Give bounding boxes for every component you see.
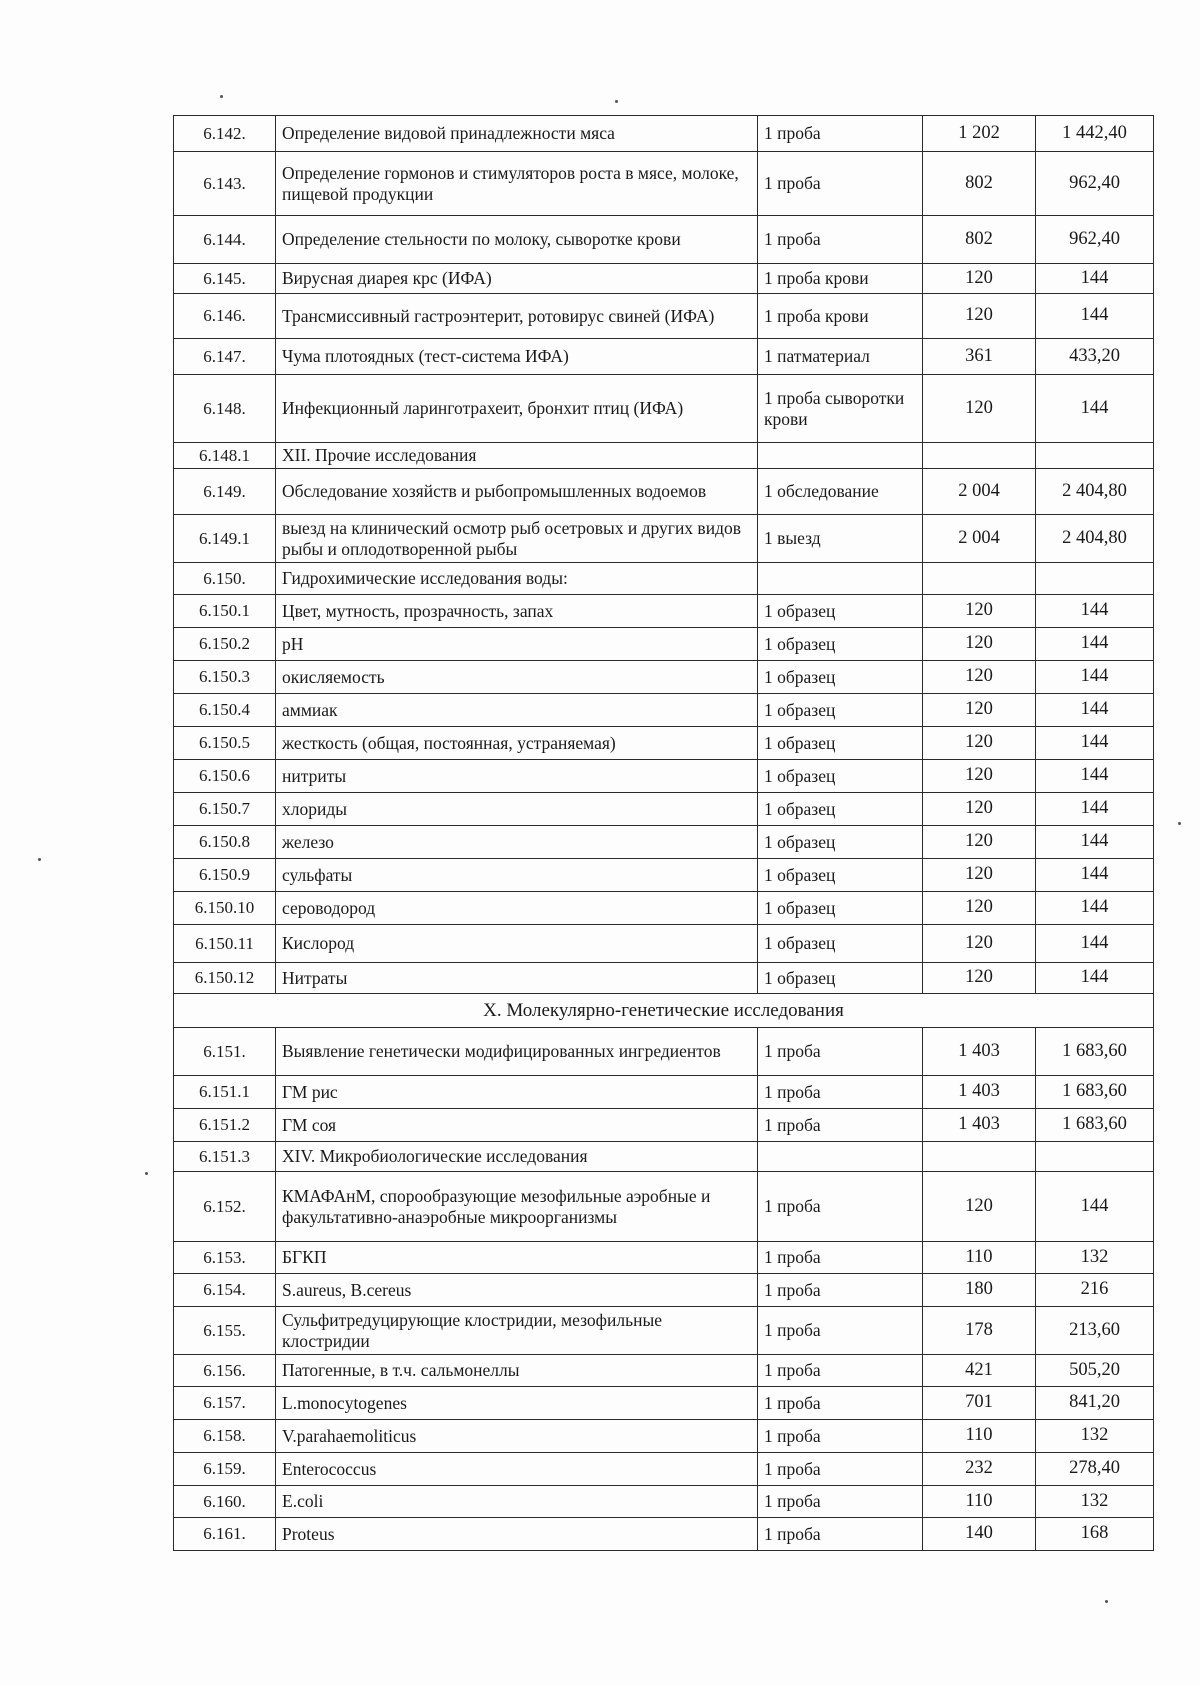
item-unit: 1 проба — [758, 1028, 923, 1076]
item-name: Патогенные, в т.ч. сальмонеллы — [276, 1355, 758, 1387]
item-code: 6.150.5 — [174, 727, 276, 760]
price-with-vat: 144 — [1036, 595, 1154, 628]
price-without-vat: 2 004 — [923, 469, 1036, 515]
table-row — [174, 294, 1154, 339]
item-name: V.parahaemoliticus — [276, 1420, 758, 1453]
item-code: 6.143. — [174, 152, 276, 216]
item-name: Определение гормонов и стимуляторов роста в мясе, молоке, пищевой продукции — [276, 152, 758, 216]
price-with-vat: 132 — [1036, 1486, 1154, 1518]
item-code: 6.142. — [174, 116, 276, 152]
table-row — [174, 443, 1154, 469]
item-name: хлориды — [276, 793, 758, 826]
price-with-vat: 433,20 — [1036, 339, 1154, 375]
price-without-vat — [923, 563, 1036, 595]
item-code: 6.154. — [174, 1274, 276, 1307]
price-with-vat: 144 — [1036, 925, 1154, 963]
item-unit: 1 проба — [758, 1274, 923, 1307]
item-name: Чума плотоядных (тест-система ИФА) — [276, 339, 758, 375]
price-with-vat: 278,40 — [1036, 1453, 1154, 1486]
item-code: 6.158. — [174, 1420, 276, 1453]
price-with-vat: 144 — [1036, 727, 1154, 760]
price-without-vat — [923, 1142, 1036, 1172]
item-unit: 1 проба — [758, 1172, 923, 1242]
table-row — [174, 216, 1154, 264]
price-with-vat: 962,40 — [1036, 216, 1154, 264]
price-with-vat — [1036, 1142, 1154, 1172]
item-unit: 1 проба — [758, 216, 923, 264]
table-row — [174, 892, 1154, 925]
price-without-vat: 110 — [923, 1420, 1036, 1453]
price-with-vat: 1 442,40 — [1036, 116, 1154, 152]
item-code: 6.150.8 — [174, 826, 276, 859]
price-with-vat: 144 — [1036, 892, 1154, 925]
item-name: XIV. Микробиологические исследования — [276, 1142, 758, 1172]
price-with-vat: 144 — [1036, 793, 1154, 826]
price-with-vat: 144 — [1036, 628, 1154, 661]
table-row — [174, 469, 1154, 515]
scan-speck — [1178, 822, 1181, 825]
price-without-vat: 120 — [923, 375, 1036, 443]
item-unit: 1 образец — [758, 661, 923, 694]
item-code: 6.151.1 — [174, 1076, 276, 1109]
item-code: 6.161. — [174, 1518, 276, 1551]
item-name: окисляемость — [276, 661, 758, 694]
price-with-vat: 144 — [1036, 375, 1154, 443]
price-with-vat — [1036, 563, 1154, 595]
price-table — [173, 115, 1154, 1551]
item-unit: 1 образец — [758, 727, 923, 760]
price-with-vat: 144 — [1036, 760, 1154, 793]
item-name: нитриты — [276, 760, 758, 793]
price-without-vat: 1 403 — [923, 1109, 1036, 1142]
item-name: Инфекционный ларинготрахеит, бронхит птиц (ИФА) — [276, 375, 758, 443]
item-unit: 1 проба — [758, 116, 923, 152]
table-row — [174, 793, 1154, 826]
item-unit: 1 проба сыворотки крови — [758, 375, 923, 443]
item-code: 6.150.3 — [174, 661, 276, 694]
price-without-vat: 120 — [923, 760, 1036, 793]
table-row — [174, 1518, 1154, 1551]
item-unit: 1 обследование — [758, 469, 923, 515]
table-row — [174, 1109, 1154, 1142]
table-row — [174, 1355, 1154, 1387]
item-name: Вирусная диарея крс (ИФА) — [276, 264, 758, 294]
item-unit: 1 образец — [758, 859, 923, 892]
item-unit: 1 проба крови — [758, 294, 923, 339]
table-row — [174, 628, 1154, 661]
table-row — [174, 694, 1154, 727]
item-code: 6.146. — [174, 294, 276, 339]
price-without-vat: 120 — [923, 793, 1036, 826]
table-row — [174, 661, 1154, 694]
table-row — [174, 1142, 1154, 1172]
item-name: Определение видовой принадлежности мяса — [276, 116, 758, 152]
price-with-vat: 962,40 — [1036, 152, 1154, 216]
item-code: 6.149. — [174, 469, 276, 515]
item-code: 6.150.11 — [174, 925, 276, 963]
price-without-vat: 120 — [923, 294, 1036, 339]
table-row — [174, 1076, 1154, 1109]
price-without-vat: 110 — [923, 1242, 1036, 1274]
price-without-vat: 110 — [923, 1486, 1036, 1518]
item-code: 6.151.3 — [174, 1142, 276, 1172]
price-without-vat: 701 — [923, 1387, 1036, 1420]
item-code: 6.150.10 — [174, 892, 276, 925]
price-without-vat: 802 — [923, 216, 1036, 264]
item-unit: 1 проба — [758, 152, 923, 216]
price-with-vat: 1 683,60 — [1036, 1076, 1154, 1109]
price-without-vat: 2 004 — [923, 515, 1036, 563]
table-row — [174, 963, 1154, 994]
price-without-vat: 120 — [923, 727, 1036, 760]
item-unit: 1 проба — [758, 1242, 923, 1274]
item-code: 6.159. — [174, 1453, 276, 1486]
price-without-vat: 361 — [923, 339, 1036, 375]
item-name: Гидрохимические исследования воды: — [276, 563, 758, 595]
item-name: Кислород — [276, 925, 758, 963]
table-row — [174, 339, 1154, 375]
price-table-body-top — [174, 116, 1154, 994]
item-code: 6.150.12 — [174, 963, 276, 994]
scan-speck — [615, 100, 618, 103]
item-unit: 1 образец — [758, 963, 923, 994]
item-name: сероводород — [276, 892, 758, 925]
item-unit: 1 образец — [758, 628, 923, 661]
table-row — [174, 1172, 1154, 1242]
item-code: 6.160. — [174, 1486, 276, 1518]
item-name: жесткость (общая, постоянная, устраняемая) — [276, 727, 758, 760]
item-unit: 1 образец — [758, 694, 923, 727]
table-row — [174, 1028, 1154, 1076]
item-unit: 1 образец — [758, 826, 923, 859]
item-name: E.coli — [276, 1486, 758, 1518]
item-name: Enterococcus — [276, 1453, 758, 1486]
item-code: 6.150.4 — [174, 694, 276, 727]
table-row — [174, 1274, 1154, 1307]
item-code: 6.153. — [174, 1242, 276, 1274]
table-row — [174, 264, 1154, 294]
item-name: сульфаты — [276, 859, 758, 892]
price-with-vat: 144 — [1036, 963, 1154, 994]
price-with-vat: 132 — [1036, 1420, 1154, 1453]
price-without-vat: 1 403 — [923, 1028, 1036, 1076]
price-with-vat: 168 — [1036, 1518, 1154, 1551]
item-unit: 1 образец — [758, 760, 923, 793]
item-name: XII. Прочие исследования — [276, 443, 758, 469]
item-name: pH — [276, 628, 758, 661]
price-without-vat: 802 — [923, 152, 1036, 216]
item-code: 6.150.7 — [174, 793, 276, 826]
table-row — [174, 826, 1154, 859]
price-with-vat: 2 404,80 — [1036, 469, 1154, 515]
price-without-vat — [923, 443, 1036, 469]
item-name: Определение стельности по молоку, сыворотке крови — [276, 216, 758, 264]
item-name: железо — [276, 826, 758, 859]
table-row — [174, 1387, 1154, 1420]
item-code: 6.145. — [174, 264, 276, 294]
item-code: 6.150. — [174, 563, 276, 595]
table-row — [174, 1486, 1154, 1518]
price-with-vat: 144 — [1036, 264, 1154, 294]
item-name: КМАФАнМ, спорообразующие мезофильные аэробные и факультативно-анаэробные микроорганизмы — [276, 1172, 758, 1242]
item-name: Proteus — [276, 1518, 758, 1551]
section-heading-group — [174, 994, 1154, 1028]
price-with-vat: 144 — [1036, 294, 1154, 339]
price-without-vat: 120 — [923, 595, 1036, 628]
scan-speck — [145, 1172, 148, 1175]
price-with-vat: 144 — [1036, 1172, 1154, 1242]
item-unit: 1 проба — [758, 1355, 923, 1387]
price-without-vat: 120 — [923, 264, 1036, 294]
section-heading: X. Молекулярно-генетические исследования — [174, 994, 1154, 1028]
item-unit — [758, 563, 923, 595]
item-name: аммиак — [276, 694, 758, 727]
price-without-vat: 140 — [923, 1518, 1036, 1551]
item-name: выезд на клинический осмотр рыб осетровых и других видов рыбы и оплодотворенной рыбы — [276, 515, 758, 563]
item-name: Сульфитредуцирующие клостридии, мезофильные клостридии — [276, 1307, 758, 1355]
table-row — [174, 515, 1154, 563]
item-unit: 1 проба крови — [758, 264, 923, 294]
item-code: 6.149.1 — [174, 515, 276, 563]
price-without-vat: 120 — [923, 661, 1036, 694]
item-name: Трансмиссивный гастроэнтерит, ротовирус свиней (ИФА) — [276, 294, 758, 339]
table-row — [174, 727, 1154, 760]
table-row — [174, 595, 1154, 628]
item-code: 6.156. — [174, 1355, 276, 1387]
table-row — [174, 375, 1154, 443]
item-name: Выявление генетически модифицированных ингредиентов — [276, 1028, 758, 1076]
item-code: 6.144. — [174, 216, 276, 264]
price-with-vat: 213,60 — [1036, 1307, 1154, 1355]
price-without-vat: 1 403 — [923, 1076, 1036, 1109]
price-without-vat: 120 — [923, 963, 1036, 994]
item-code: 6.151.2 — [174, 1109, 276, 1142]
price-with-vat: 144 — [1036, 661, 1154, 694]
item-name: ГМ рис — [276, 1076, 758, 1109]
price-without-vat: 120 — [923, 892, 1036, 925]
item-unit: 1 проба — [758, 1486, 923, 1518]
item-code: 6.148.1 — [174, 443, 276, 469]
price-with-vat: 1 683,60 — [1036, 1109, 1154, 1142]
item-name: Нитраты — [276, 963, 758, 994]
item-unit: 1 образец — [758, 925, 923, 963]
item-code: 6.155. — [174, 1307, 276, 1355]
price-without-vat: 120 — [923, 1172, 1036, 1242]
table-row — [174, 1420, 1154, 1453]
price-with-vat: 132 — [1036, 1242, 1154, 1274]
item-unit: 1 образец — [758, 793, 923, 826]
table-row — [174, 116, 1154, 152]
price-table-body-bottom — [174, 1028, 1154, 1551]
item-code: 6.157. — [174, 1387, 276, 1420]
table-row — [174, 563, 1154, 595]
item-unit: 1 проба — [758, 1518, 923, 1551]
item-unit: 1 выезд — [758, 515, 923, 563]
item-unit: 1 проба — [758, 1109, 923, 1142]
item-name: Цвет, мутность, прозрачность, запах — [276, 595, 758, 628]
item-unit: 1 патматериал — [758, 339, 923, 375]
table-row — [174, 1307, 1154, 1355]
section-heading-row — [174, 994, 1154, 1028]
item-unit — [758, 1142, 923, 1172]
scan-speck — [220, 95, 223, 98]
price-without-vat: 232 — [923, 1453, 1036, 1486]
item-unit: 1 проба — [758, 1420, 923, 1453]
item-name: S.aureus, B.cereus — [276, 1274, 758, 1307]
price-with-vat: 841,20 — [1036, 1387, 1154, 1420]
item-code: 6.150.6 — [174, 760, 276, 793]
table-row — [174, 152, 1154, 216]
item-name: Обследование хозяйств и рыбопромышленных водоемов — [276, 469, 758, 515]
scan-speck — [38, 858, 41, 861]
item-unit: 1 проба — [758, 1076, 923, 1109]
price-with-vat: 505,20 — [1036, 1355, 1154, 1387]
price-with-vat: 1 683,60 — [1036, 1028, 1154, 1076]
price-without-vat: 421 — [923, 1355, 1036, 1387]
price-without-vat: 120 — [923, 826, 1036, 859]
price-without-vat: 120 — [923, 925, 1036, 963]
item-code: 6.150.9 — [174, 859, 276, 892]
table-row — [174, 925, 1154, 963]
scan-speck — [1105, 1600, 1108, 1603]
price-without-vat: 1 202 — [923, 116, 1036, 152]
table-row — [174, 1242, 1154, 1274]
item-code: 6.148. — [174, 375, 276, 443]
table-row — [174, 760, 1154, 793]
item-unit: 1 образец — [758, 595, 923, 628]
item-code: 6.150.2 — [174, 628, 276, 661]
price-with-vat — [1036, 443, 1154, 469]
item-code: 6.152. — [174, 1172, 276, 1242]
table-row — [174, 859, 1154, 892]
table-row — [174, 1453, 1154, 1486]
price-with-vat: 144 — [1036, 694, 1154, 727]
item-unit: 1 проба — [758, 1307, 923, 1355]
price-without-vat: 178 — [923, 1307, 1036, 1355]
item-code: 6.150.1 — [174, 595, 276, 628]
item-unit: 1 проба — [758, 1387, 923, 1420]
price-with-vat: 144 — [1036, 859, 1154, 892]
item-unit: 1 образец — [758, 892, 923, 925]
price-with-vat: 216 — [1036, 1274, 1154, 1307]
price-without-vat: 120 — [923, 859, 1036, 892]
item-code: 6.151. — [174, 1028, 276, 1076]
item-code: 6.147. — [174, 339, 276, 375]
item-name: L.monocytogenes — [276, 1387, 758, 1420]
item-name: БГКП — [276, 1242, 758, 1274]
price-with-vat: 2 404,80 — [1036, 515, 1154, 563]
price-without-vat: 180 — [923, 1274, 1036, 1307]
item-unit — [758, 443, 923, 469]
price-without-vat: 120 — [923, 628, 1036, 661]
item-name: ГМ соя — [276, 1109, 758, 1142]
price-without-vat: 120 — [923, 694, 1036, 727]
item-unit: 1 проба — [758, 1453, 923, 1486]
price-with-vat: 144 — [1036, 826, 1154, 859]
